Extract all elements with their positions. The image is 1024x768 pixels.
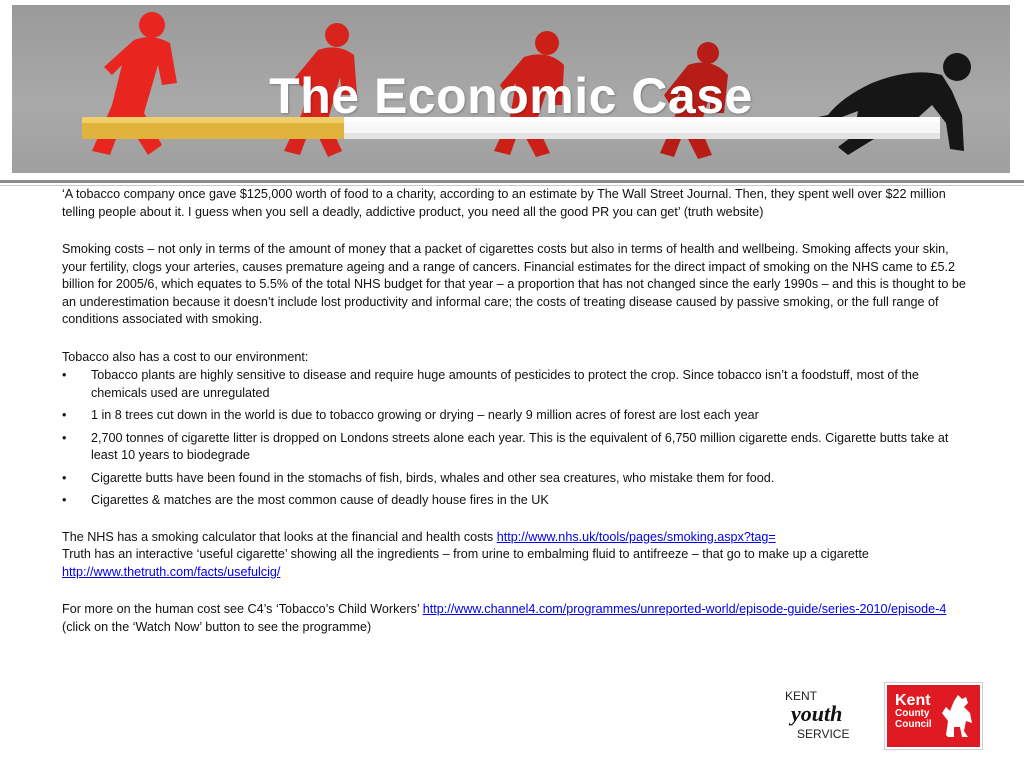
child-workers-paragraph (62, 601, 972, 636)
kcc-logo-line3: Council (895, 719, 932, 730)
youth-logo-line3: SERVICE (797, 727, 850, 741)
useful-cigarette-text: Truth has an interactive ‘useful cigarette’ showing all the ingredients – from urine to embalming fluid to antifreeze – that go to make up a cigarette (62, 547, 869, 561)
slide-title: The Economic Case (269, 68, 753, 124)
list-item (62, 367, 972, 402)
nhs-calculator-text: The NHS has a smoking calculator that looks at the financial and health costs (62, 529, 497, 544)
header-divider (0, 180, 1024, 183)
nhs-calculator-paragraph (62, 529, 972, 547)
youth-logo-line1: KENT (785, 689, 818, 703)
bullet-icon: • (62, 408, 67, 422)
channel4-link[interactable]: http://www.channel4.com/programmes/unreported-world/episode-guide/series-2010/episode-4 (422, 602, 947, 616)
list-item-text: 1 in 8 trees cut down in the world is due to tobacco growing or drying – nearly 9 million acres of forest are lost each year (91, 408, 759, 422)
environment-bullet-list (62, 367, 972, 510)
quote-paragraph: ‘A tobacco company once gave $125,000 worth of food to a charity, according to an estimate by The Wall Street Journal. Then, they spent well over $22 million telling people about it. I guess when you sell a deadly, addictive product, you need all the good PR you can get’ (truth website) (62, 187, 946, 219)
child-workers-text: For more on the human cost see C4’s ‘Tobacco’s Child Workers’ (62, 602, 423, 616)
horse-icon (936, 691, 976, 741)
bullet-icon: • (62, 430, 67, 445)
kent-youth-service-logo (783, 688, 859, 742)
watch-now-note: (click on the ‘Watch Now’ button to see the programme) (62, 619, 372, 634)
list-item (62, 407, 972, 425)
kcc-logo-line1: Kent (895, 692, 931, 709)
nhs-calculator-link[interactable]: http://www.nhs.uk/tools/pages/smoking.aspx?tag= (496, 529, 776, 544)
useful-cigarette-link[interactable]: http://www.thetruth.com/facts/usefulcig/ (62, 564, 281, 579)
list-item-text: Tobacco plants are highly sensitive to disease and require huge amounts of pesticides to protect the crop. Since tobacco isn’t a foodstuff, most of the chemicals used are unregulated (91, 368, 919, 400)
list-item-text: Cigarette butts have been found in the stomachs of fish, birds, whales and other sea creatures, who mistake them for food. (91, 470, 775, 485)
bullet-icon: • (62, 493, 67, 507)
costs-paragraph: Smoking costs – not only in terms of the amount of money that a packet of cigarettes costs but also in terms of health and wellbeing. Smoking affects your skin, your fertility, clogs your arteries, causes premature ageing and a range of cancers. Financial estimates for the direct impact of smoking on the NHS came to £5.2 billion for 2005/6, which equates to 5.5% of the total NHS budget for that year – a proportion that has not changed since the early 1990s – and this is thought to be an underestimation because it doesn’t include lost productivity and informal care; the costs of treating disease caused by passive smoking, or the full range of conditions associated with smoking. (62, 242, 966, 326)
youth-logo-line2: youth (791, 701, 843, 726)
kent-county-council-logo (885, 683, 982, 749)
bullet-icon: • (62, 368, 67, 382)
header-banner (12, 5, 1010, 173)
bullet-icon: • (62, 470, 67, 485)
environment-intro: Tobacco also has a cost to our environment: (62, 349, 309, 364)
kcc-logo-text (895, 693, 932, 730)
list-item-text: Cigarettes & matches are the most common cause of deadly house fires in the UK (91, 493, 549, 507)
list-item (62, 430, 972, 465)
list-item (62, 492, 972, 510)
useful-cigarette-paragraph (62, 546, 972, 581)
slide-body (62, 186, 972, 636)
kcc-logo-line2: County (895, 708, 930, 719)
list-item-text: 2,700 tonnes of cigarette litter is dropped on Londons streets alone each year. This is the equivalent of 6,750 million cigarette ends. Cigarette butts take at least 10 years to biodegrade (91, 430, 949, 462)
list-item (62, 470, 972, 488)
